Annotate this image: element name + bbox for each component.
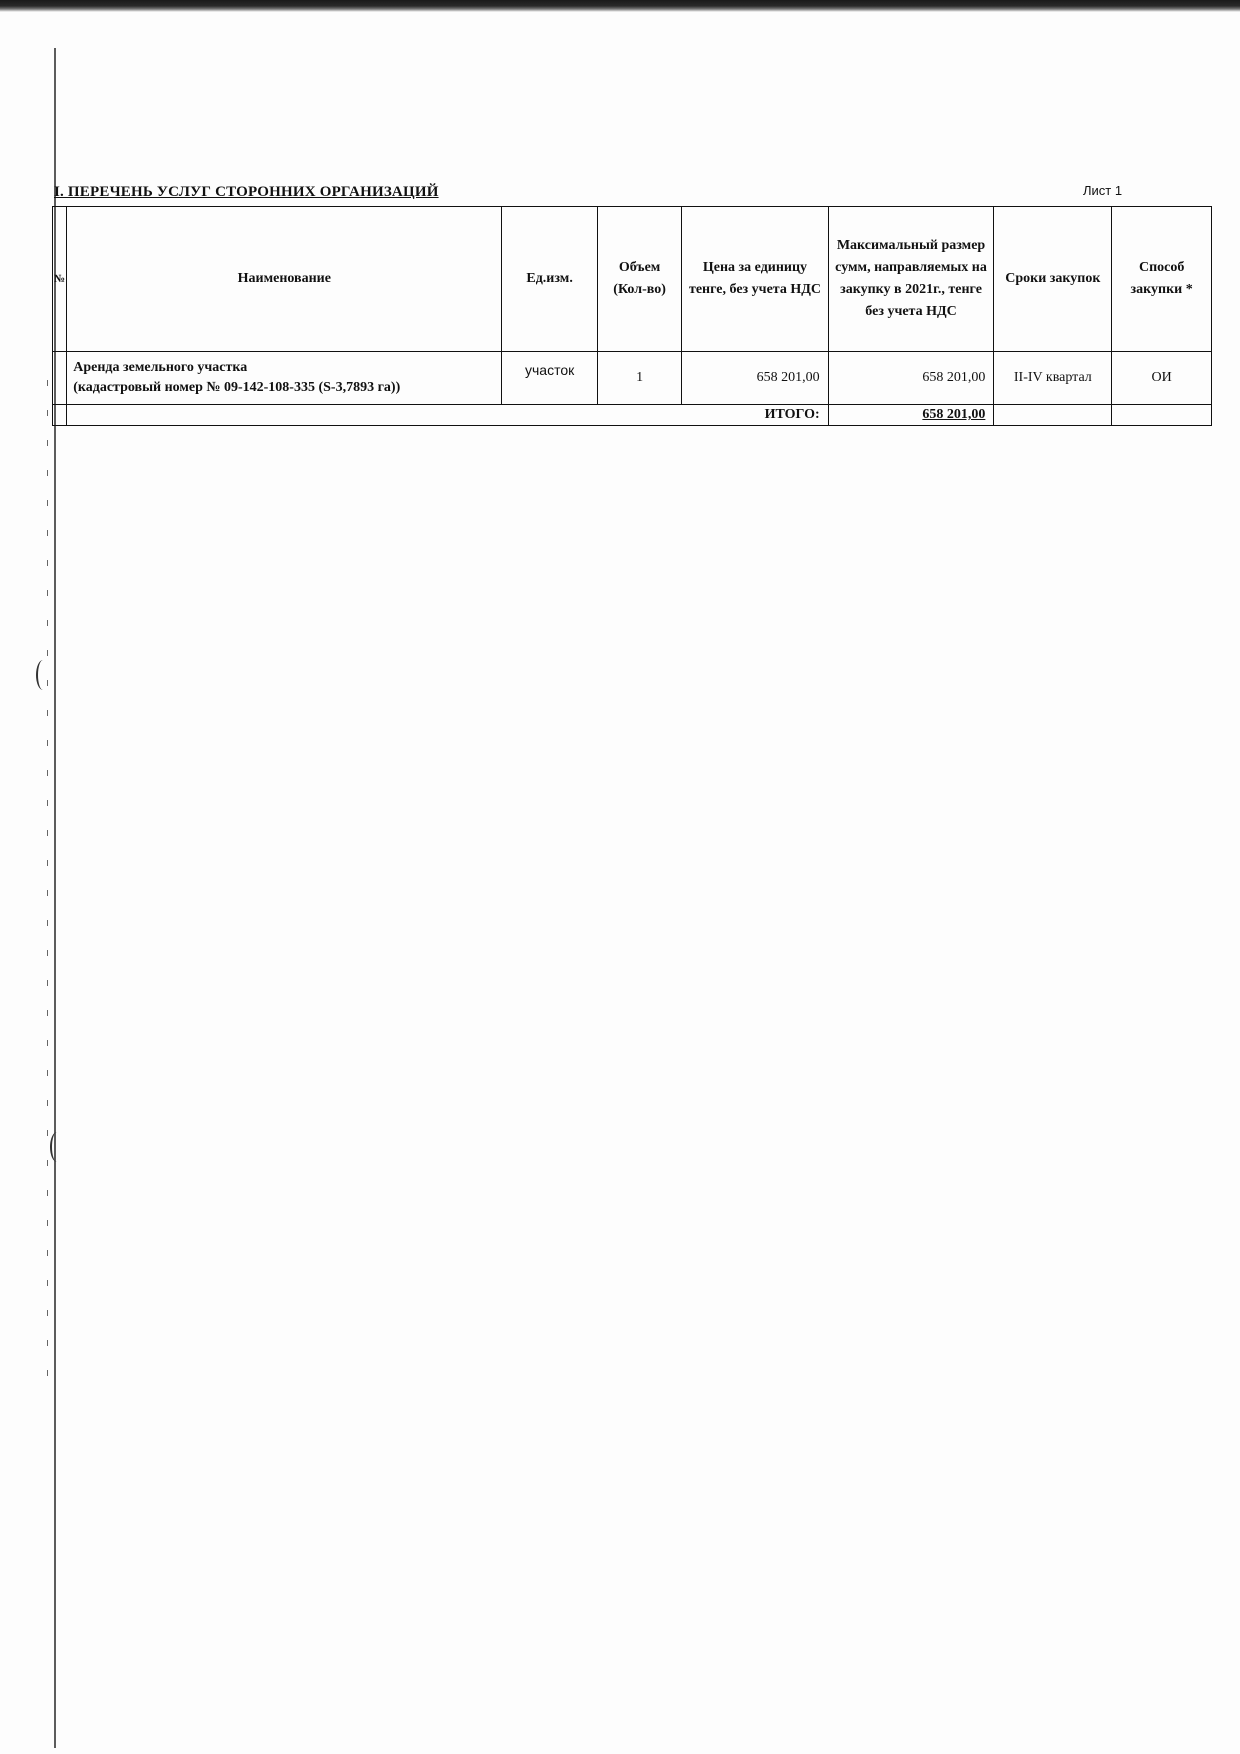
header-method: Способ закупки * — [1112, 207, 1212, 352]
scan-top-edge — [0, 0, 1240, 12]
cell-terms: II-IV квартал — [994, 352, 1112, 405]
scan-punch-hole-mark — [36, 660, 50, 690]
header-price: Цена за единицу тенге, без учета НДС — [682, 207, 828, 352]
total-label: ИТОГО: — [67, 405, 828, 426]
total-cell-terms — [994, 405, 1112, 426]
table-row — [53, 352, 1212, 405]
total-row — [53, 405, 1212, 426]
section-heading: I. ПЕРЕЧЕНЬ УСЛУГ СТОРОННИХ ОРГАНИЗАЦИЙ — [54, 184, 439, 200]
total-cell-method — [1112, 405, 1212, 426]
header-qty: Объем (Кол-во) — [597, 207, 681, 352]
cell-name — [67, 352, 502, 405]
cell-max-sum: 658 201,00 — [828, 352, 994, 405]
scan-punch-hole-mark — [50, 1132, 64, 1162]
header-max-sum: Максимальный размер сумм, направляемых на закупку в 2021г., тенге без учета НДС — [828, 207, 994, 352]
cell-qty: 1 — [597, 352, 681, 405]
header-unit: Ед.изм. — [502, 207, 598, 352]
cell-name-line2: (кадастровый номер № 09-142-108-335 (S-3,7893 га)) — [73, 380, 401, 395]
cell-num — [53, 352, 67, 405]
scan-left-dashes — [47, 380, 48, 1380]
cell-method: ОИ — [1112, 352, 1212, 405]
total-cell-num — [53, 405, 67, 426]
cell-unit: участок — [502, 352, 598, 405]
header-terms: Сроки закупок — [994, 207, 1112, 352]
header-num: № — [53, 207, 67, 352]
cell-price: 658 201,00 — [682, 352, 828, 405]
sheet-label: Лист 1 — [1083, 183, 1123, 198]
total-value: 658 201,00 — [828, 405, 994, 426]
header-name: Наименование — [67, 207, 502, 352]
cell-name-line1: Аренда земельного участка — [73, 360, 248, 375]
table-header-row — [53, 207, 1212, 352]
services-table — [52, 206, 1212, 426]
